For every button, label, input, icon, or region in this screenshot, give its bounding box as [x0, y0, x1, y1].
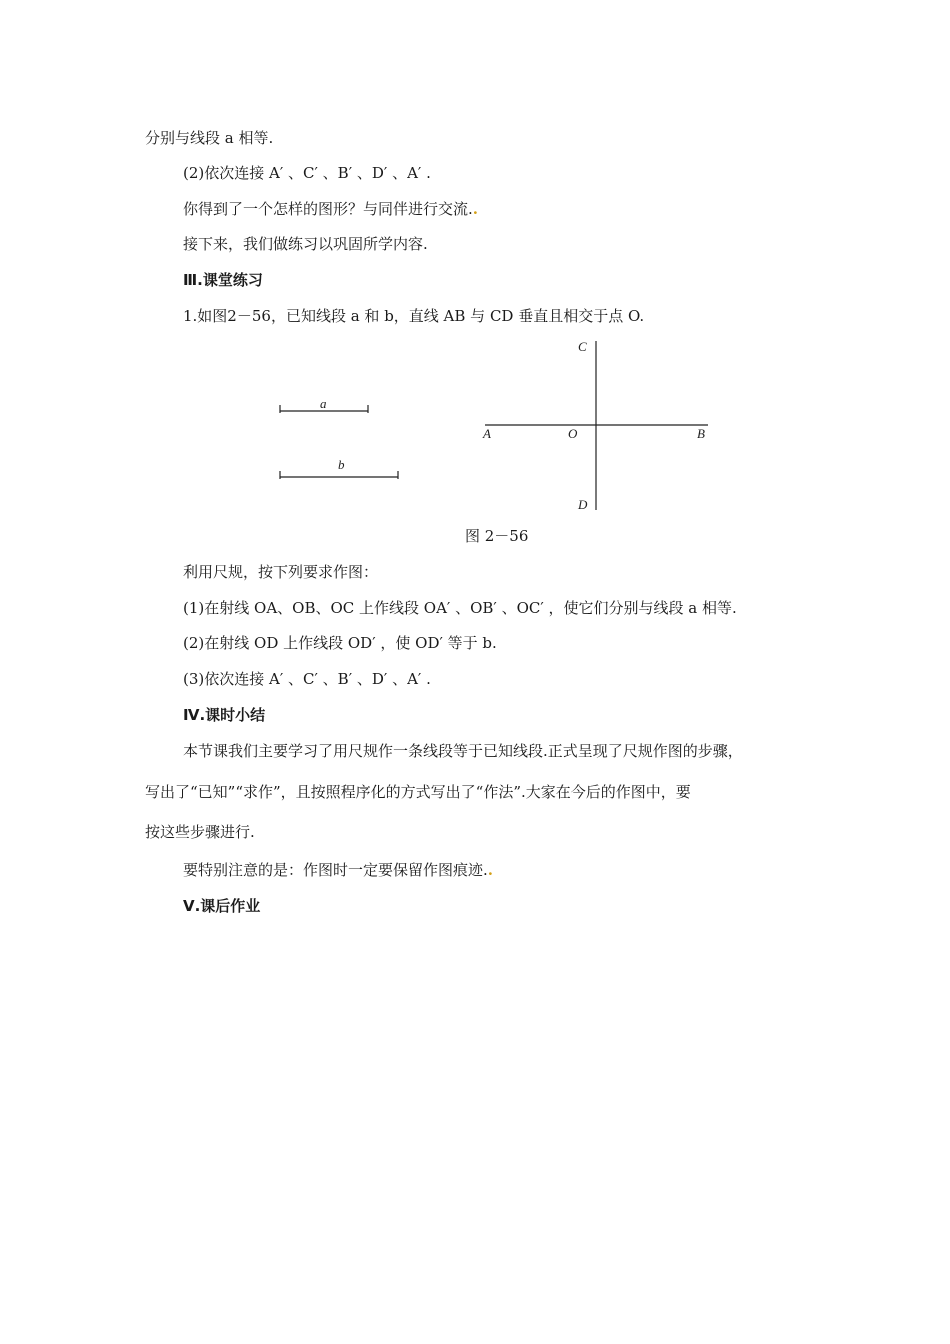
- paragraph-continuation: 分别与线段 a 相等.: [145, 129, 274, 147]
- label-b: b: [338, 457, 345, 472]
- label-C: C: [578, 339, 587, 354]
- figure-caption: 图 2－56: [465, 527, 529, 545]
- label-A: A: [483, 426, 491, 441]
- decorative-dot: .: [472, 200, 479, 218]
- exercise-step-2: (2)在射线 OD 上作线段 OD′ ，使 OD′ 等于 b.: [183, 634, 497, 652]
- transition-text: 接下来，我们做练习以巩固所学内容.: [183, 235, 428, 253]
- figure-2-56: [270, 335, 730, 520]
- summary-line-1: 本节课我们主要学习了用尺规作一条线段等于已知线段.正式呈现了尺规作图的步骤，: [183, 742, 743, 760]
- decorative-dot: .: [487, 861, 494, 879]
- exercise-step-1: (1)在射线 OA、OB、OC 上作线段 OA′ 、OB′ 、OC′ ，使它们分别与线段 a 相等.: [183, 599, 737, 617]
- label-B: B: [697, 426, 705, 441]
- step-connect-points: (2)依次连接 A′ 、C′ 、B′ 、D′ 、A′ .: [183, 164, 431, 182]
- summary-line-2: 写出了“已知”“求作”，且按照程序化的方式写出了“作法”.大家在今后的作图中，要: [145, 783, 691, 801]
- exercise-instruction: 利用尺规，按下列要求作图：: [183, 563, 379, 581]
- label-a: a: [320, 396, 327, 411]
- section-heading-homework: Ⅴ.课后作业: [183, 897, 261, 915]
- summary-line-3: 按这些步骤进行.: [145, 823, 255, 841]
- exercise-1-text: 1.如图2－56，已知线段 a 和 b，直线 AB 与 CD 垂直且相交于点 O.: [183, 307, 645, 325]
- label-O: O: [568, 426, 578, 441]
- discussion-prompt: 你得到了一个怎样的图形？与同伴进行交流..: [183, 200, 479, 218]
- exercise-step-3: (3)依次连接 A′ 、C′ 、B′ 、D′ 、A′ .: [183, 670, 431, 688]
- summary-note: 要特别注意的是：作图时一定要保留作图痕迹..: [183, 861, 494, 879]
- section-heading-practice: Ⅲ.课堂练习: [183, 271, 263, 289]
- section-heading-summary: Ⅳ.课时小结: [183, 706, 266, 724]
- label-D: D: [578, 497, 588, 512]
